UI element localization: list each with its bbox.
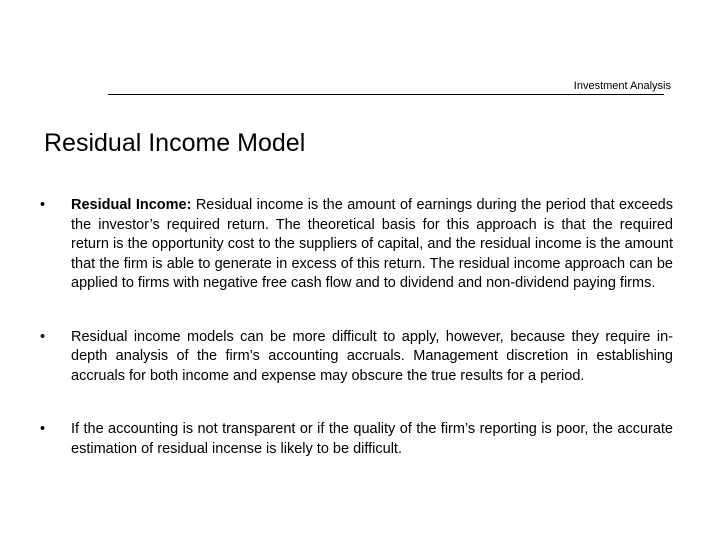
header-label: Investment Analysis bbox=[573, 80, 671, 92]
bullet-text: Residual income is the amount of earnings during the period that exceeds the investor’s required return. The theoretical basis for this approach is that the required return is the opportunity cost to the suppliers of capital, and the residual income is the amount that the firm is able to generate in excess of this return. The residual income approach can be applied to firms with negative free cash flow and to dividend and non-dividend paying firms. bbox=[71, 197, 673, 291]
bullet-list bbox=[40, 196, 673, 459]
slide-title: Residual Income Model bbox=[44, 129, 306, 157]
bullet-text: If the accounting is not transparent or if the quality of the firm’s reporting is poor, the accurate estimation of residual incense is likely to be difficult. bbox=[71, 421, 673, 457]
bullet-marker: • bbox=[40, 328, 46, 345]
bullet-marker: • bbox=[40, 421, 46, 437]
bullet-term: Residual Income: bbox=[71, 197, 192, 213]
bullet-residual-income-definition bbox=[40, 196, 673, 294]
bullet-text: Residual income models can be more difficult to apply, however, because they require in-depth analysis of the firm’s accounting accruals. Management discretion in establishing accruals for both income and expense may obscure the true results for a period. bbox=[71, 328, 673, 384]
bullet-transparency bbox=[40, 420, 673, 459]
header-rule bbox=[108, 94, 664, 95]
bullet-model-difficulty bbox=[40, 328, 673, 387]
bullet-marker: • bbox=[40, 197, 46, 213]
